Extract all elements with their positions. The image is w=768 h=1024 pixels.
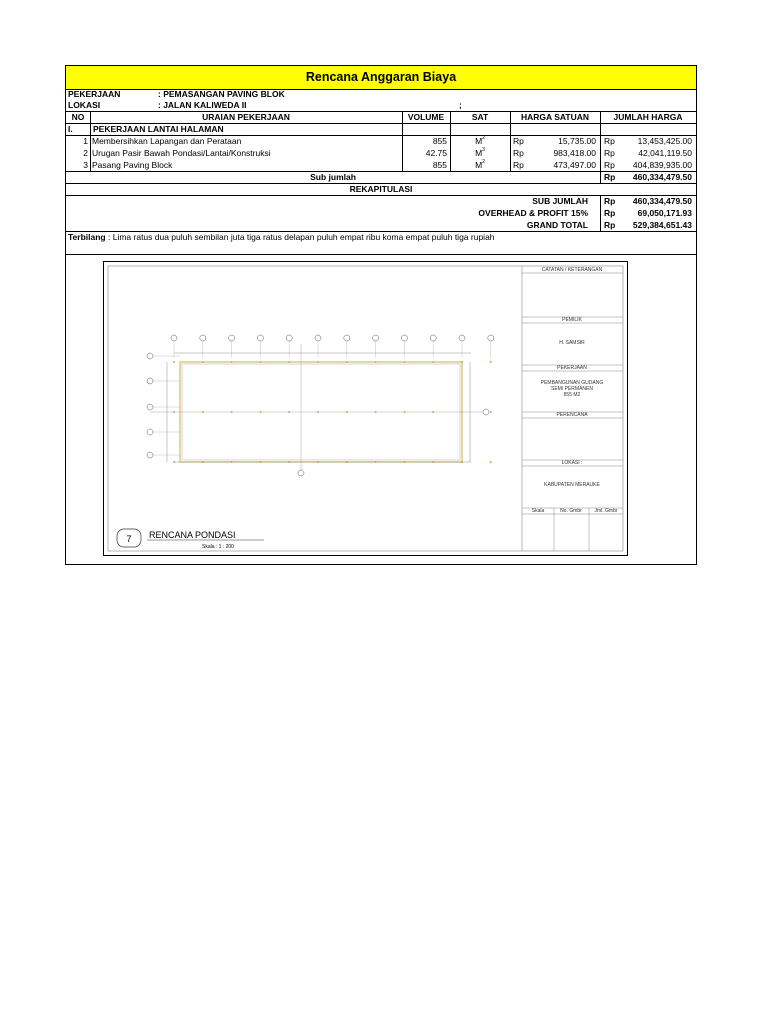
item-no: 2 <box>83 148 88 158</box>
column-marker <box>202 361 204 363</box>
grid-bubble <box>257 335 263 341</box>
rule <box>66 254 696 255</box>
column-marker <box>432 361 434 363</box>
titleblock <box>522 267 623 551</box>
drawing-scale: Skala : 1 : 200 <box>202 544 234 550</box>
lokasi-extra: ; <box>459 100 462 110</box>
grid-bubble <box>171 335 177 341</box>
item-harga-rp: Rp <box>513 160 524 170</box>
grid-bubble <box>430 335 436 341</box>
grid-bubble <box>200 335 206 341</box>
column-marker <box>346 361 348 363</box>
pekerjaan-label: PEKERJAAN <box>68 89 121 99</box>
grid-bubble <box>147 378 153 384</box>
item-harga-rp: Rp <box>513 148 524 158</box>
rekap-row-value: 69,050,171.93 <box>637 208 692 218</box>
grid-bubble <box>229 335 235 341</box>
item-jumlah-rp: Rp <box>604 160 615 170</box>
drawing-number: 7 <box>126 534 132 544</box>
item-uraian: Urugan Pasir Bawah Pondasi/Lantai/Konstruksi <box>92 148 271 158</box>
col-sat: SAT <box>471 112 489 122</box>
item-volume: 855 <box>432 136 447 146</box>
pekerjaan-value: : PEMASANGAN PAVING BLOK <box>158 89 285 99</box>
rekap-row-label: SUB JUMLAH <box>532 196 588 206</box>
rule <box>600 171 601 183</box>
col-jumlah-harga: JUMLAH HARGA <box>613 112 683 122</box>
item-volume: 855 <box>432 160 447 170</box>
pekerjaan-line: PEMBANGUNAN GUDANG <box>540 380 604 386</box>
item-jumlah: 42,041,119.50 <box>638 148 692 158</box>
drawing-title: RENCANA PONDASI <box>149 530 236 540</box>
column-marker <box>490 411 492 413</box>
sheet-title: Rencana Anggaran Biaya <box>66 66 696 90</box>
rekap-row-rp: Rp <box>604 196 616 206</box>
item-jumlah-rp: Rp <box>604 148 615 158</box>
rekap-row-label: GRAND TOTAL <box>526 220 588 230</box>
pekerjaan-line: SEMI PERMANEN <box>551 386 593 392</box>
item-sat-unit: M <box>475 148 483 158</box>
item-sat-power: 2 <box>482 135 485 141</box>
item-uraian: Membersihkan Lapangan dan Perataan <box>92 136 242 146</box>
lokasi-label: LOKASI : <box>561 460 583 466</box>
section-name: PEKERJAAN LANTAI HALAMAN <box>93 124 224 134</box>
grid-bubble <box>459 335 465 341</box>
item-harga-rp: Rp <box>513 136 524 146</box>
column-marker <box>231 361 233 363</box>
column-marker <box>259 361 261 363</box>
item-sat <box>450 148 510 159</box>
rekap-label: REKAPITULASI <box>349 184 413 194</box>
item-sat <box>450 160 510 171</box>
col-harga-satuan: HARGA SATUAN <box>521 112 589 122</box>
subtotal-label: Sub jumlah <box>310 172 356 182</box>
item-harga: 15,735.00 <box>558 136 596 146</box>
grid-bubble <box>286 335 292 341</box>
grid-bubble <box>147 429 153 435</box>
col-volume: VOLUME <box>407 112 445 122</box>
rule <box>90 111 91 172</box>
grid-bubble <box>147 452 153 458</box>
column-marker <box>288 361 290 363</box>
grid-bubble <box>315 335 321 341</box>
subtotal-rp: Rp <box>604 172 616 182</box>
item-harga: 473,497.00 <box>553 160 596 170</box>
column-marker <box>375 361 377 363</box>
column-marker <box>317 361 319 363</box>
column-marker <box>173 361 175 363</box>
lokasi-value: : JALAN KALIWEDA II <box>158 100 247 110</box>
lokasi-label: LOKASI <box>68 100 101 110</box>
grid-bubble <box>344 335 350 341</box>
rule <box>510 111 511 172</box>
terbilang <box>68 232 495 243</box>
skala-label: Skala <box>531 508 545 514</box>
catatan-label: CATATAN / KETERANGAN <box>541 267 603 273</box>
terbilang-text: : Lima ratus dua puluh sembilan juta tiga ratus delapan puluh empat ribu koma empat puluh tiga rupiah <box>108 232 495 242</box>
grid-bubble <box>147 353 153 359</box>
foundation-plan-drawing <box>103 261 628 556</box>
grid-bubble <box>147 404 153 410</box>
pekerjaan-label: PEKERJAAN <box>557 365 587 371</box>
perencana-label: PERENCANA <box>556 412 588 418</box>
grid-bubble <box>298 470 304 476</box>
grid-bubble <box>483 409 489 415</box>
item-sat <box>450 136 510 147</box>
rekap-row-value: 460,334,479.50 <box>632 196 692 206</box>
item-jumlah: 13,453,425.00 <box>637 136 692 146</box>
column-marker <box>403 361 405 363</box>
column-marker <box>490 461 492 463</box>
rekap-row-value: 529,384,651.43 <box>632 220 692 230</box>
rekap-row-rp: Rp <box>604 208 616 218</box>
item-sat-power: 3 <box>482 147 485 153</box>
plan <box>147 335 494 476</box>
pemilik-value: H. SAMSIR <box>559 340 585 346</box>
item-sat-power: 2 <box>482 159 485 165</box>
item-jumlah-rp: Rp <box>604 136 615 146</box>
rekap-row-label: OVERHEAD & PROFIT 15% <box>478 208 588 218</box>
no-gmbr-label: No. Gmbr <box>560 508 582 514</box>
item-uraian: Pasang Paving Block <box>92 160 173 170</box>
pemilik-label: PEMILIK <box>562 317 582 323</box>
item-volume: 42.75 <box>425 148 447 158</box>
section-no: I. <box>68 124 73 134</box>
grid-bubble <box>373 335 379 341</box>
column-marker <box>461 361 463 363</box>
lokasi-value: KABUPATEN MERAUKE <box>544 482 600 488</box>
item-jumlah: 404,839,935.00 <box>632 160 692 170</box>
item-sat-unit: M <box>475 160 483 170</box>
subtotal-value: 460,334,479.50 <box>632 172 692 182</box>
grid-bubble <box>488 335 494 341</box>
col-no: NO <box>71 112 85 122</box>
drawing-label-block <box>117 529 264 550</box>
col-uraian: URAIAN PEKERJAAN <box>202 112 290 122</box>
grid-bubble <box>401 335 407 341</box>
item-sat-unit: M <box>475 136 483 146</box>
item-no: 3 <box>83 160 88 170</box>
rule <box>600 195 601 231</box>
item-no: 1 <box>83 136 88 146</box>
jml-gmbr-label: Jml. Gmbr <box>594 508 618 514</box>
column-marker <box>490 361 492 363</box>
rekap-row-rp: Rp <box>604 220 616 230</box>
terbilang-label: Terbilang <box>68 232 106 242</box>
item-harga: 983,418.00 <box>553 148 596 158</box>
rule <box>600 111 601 172</box>
pekerjaan-line: 855 M2 <box>563 392 581 398</box>
foundation-plan-svg <box>104 262 627 555</box>
